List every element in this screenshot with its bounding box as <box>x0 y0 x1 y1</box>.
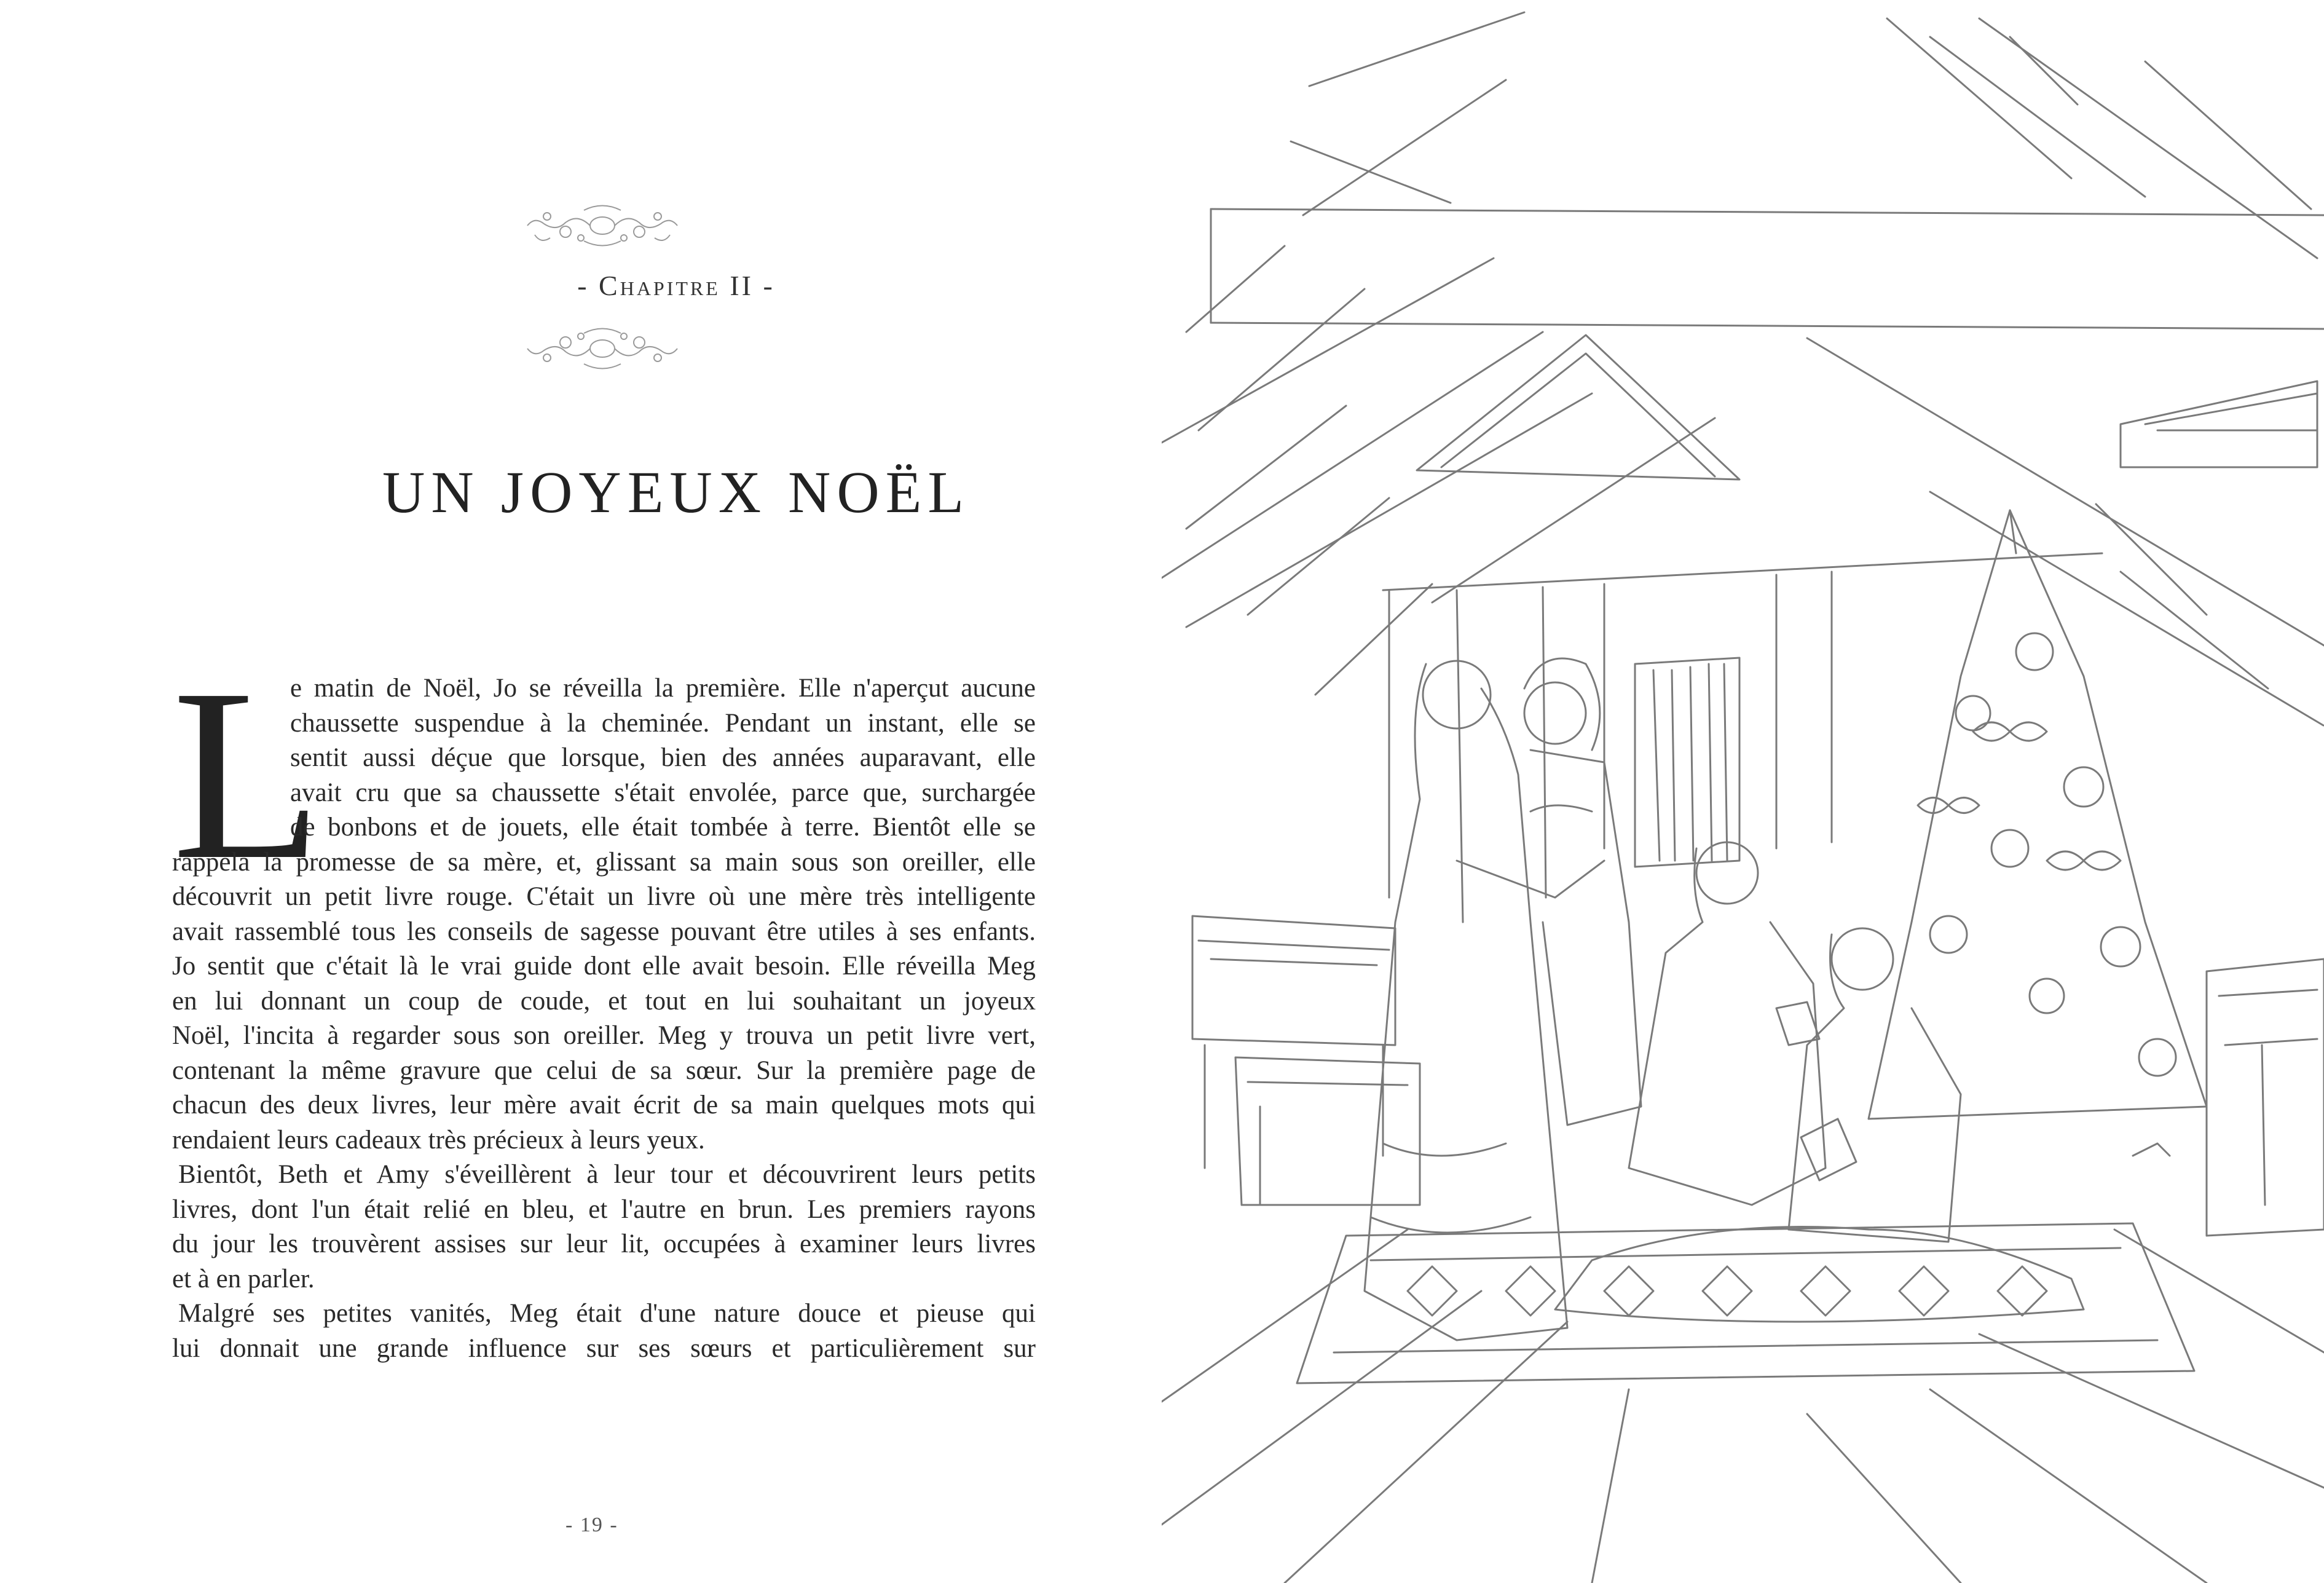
text-line: chaussette suspendue à la cheminée. Pendant un instant, elle se <box>290 708 1036 738</box>
text-line: Noël, l'incita à regarder sous son oreiller. Meg y trouva un petit livre vert, <box>172 1021 1036 1050</box>
text-line: rappela la promesse de sa mère, et, glissant sa main sous son oreiller, elle <box>172 847 1036 877</box>
chapter-label: - Chapitre II - <box>577 270 775 301</box>
text-line: Jo sentit que c'était là le vrai guide dont elle avait besoin. Elle réveilla Meg <box>172 952 1036 981</box>
text-line: e matin de Noël, Jo se réveilla la première. Elle n'aperçut aucune <box>290 674 1036 703</box>
text-line: et à en parler. <box>172 1264 315 1293</box>
text-line: avait rassemblé tous les conseils de sagesse pouvant être utiles à ses enfants. <box>172 917 1036 946</box>
text-line: Bientôt, Beth et Amy s'éveillèrent à leur tour et découvrirent leurs petits <box>178 1160 1036 1189</box>
text-line: avait cru que sa chaussette s'était envolée, parce que, surchargée <box>290 778 1036 807</box>
text-line: Malgré ses petites vanités, Meg était d'une nature douce et pieuse qui <box>178 1299 1036 1328</box>
drop-cap: L <box>172 638 323 910</box>
text-line: découvrit un petit livre rouge. C'était un livre où une mère très intelligente <box>172 882 1036 911</box>
page-number: - 19 - <box>565 1514 618 1536</box>
text-line: sentit aussi déçue que lorsque, bien des années auparavant, elle <box>290 743 1036 772</box>
attic-christmas-illustration <box>1162 0 2324 1583</box>
text-line: en lui donnant un coup de coude, et tout en lui souhaitant un joyeux <box>172 986 1036 1016</box>
text-line: contenant la même gravure que celui de sa sœur. Sur la première page de <box>172 1056 1036 1085</box>
text-line: rendaient leurs cadeaux très précieux à leurs yeux. <box>172 1125 705 1155</box>
text-line: du jour les trouvèrent assises sur leur lit, occupées à examiner leurs livres <box>172 1230 1036 1258</box>
text-line: chacun des deux livres, leur mère avait écrit de sa main quelques mots qui <box>172 1091 1036 1119</box>
text-line: de bonbons et de jouets, elle était tombée à terre. Bientôt elle se <box>290 813 1036 842</box>
chapter-title: UN JOYEUX NOËL <box>382 459 970 525</box>
right-page <box>1162 0 2324 1583</box>
text-line: livres, dont l'un était relié en bleu, et l'autre en brun. Les premiers rayons <box>172 1194 1036 1224</box>
text-line: lui donnait une grande influence sur ses sœurs et particulièrement sur <box>172 1333 1036 1363</box>
